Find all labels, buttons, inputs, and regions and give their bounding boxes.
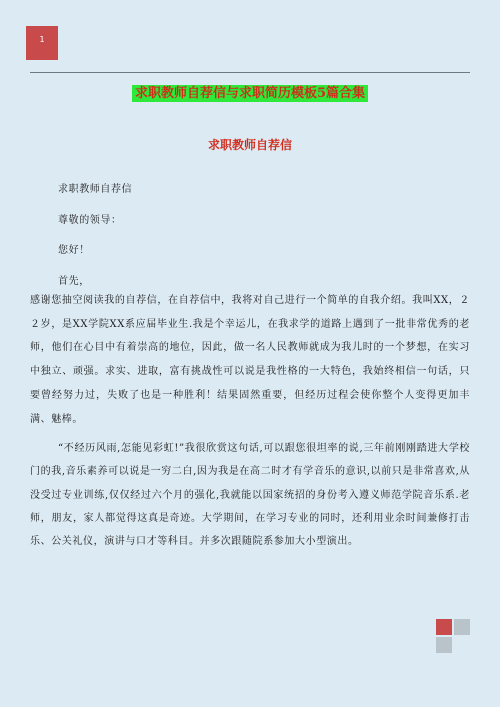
decoration-square-gray (436, 637, 452, 653)
decoration-square-red (436, 619, 452, 635)
page-number-badge (26, 26, 58, 60)
corner-decoration (436, 619, 470, 653)
decoration-square-gray (454, 619, 470, 635)
letter-paragraph-2: “不经历风雨,怎能见彩虹!”我很欣赏这句话,可以跟您很坦率的说,三年前刚刚踏进大学校门的我,音乐素养可以说是一穷二白,因为我是在高二时才有学音乐的意识,以前只是非常喜欢,从没受过专业训练,仅仅经过六个月的强化,我就能以国家统招的身份考入遵义师范学院音乐系.老师，朋友，家人都觉得这真是奇迹。大学期间，在学习专业的同时，还利用业余时间兼修打击乐、公关礼仪，演讲与口才等科目。并多次跟随院系参加大小型演出。 (30, 443, 470, 548)
letter-paragraph-1: 感谢您抽空阅读我的自荐信，在自荐信中，我将对自己进行一个简单的自我介绍。我叫XX，２２岁，是XX学院XX系应届毕业生.我是个幸运儿，在我求学的道路上遇到了一批非常优秀的老师，他们在心目中有着崇高的地位，因此，做一名人民教师就成为我儿时的一个梦想，在实习中独立、顽强。求实、进取，富有挑战性可以说是我性格的一大特色，我始终相信一句话，只要曾经努力过，失败了也是一种胜利！结果固然重要，但经历过程会使你整个人变得更加丰满、魅棒。 (30, 295, 470, 425)
section-title: 求职教师自荐信 (207, 138, 292, 152)
header-divider (30, 72, 470, 73)
letter-opening: 首先， (58, 276, 90, 287)
document-title-text: 求职教师自荐信与求职简历模板5篇合集 (132, 85, 368, 102)
letter-body (30, 183, 470, 553)
letter-heading: 求职教师自荐信 (58, 184, 133, 195)
letter-greeting: 您好！ (58, 245, 90, 256)
document-title (0, 82, 500, 102)
letter-salutation: 尊敬的领导： (58, 215, 122, 226)
page-number: 1 (39, 35, 45, 44)
